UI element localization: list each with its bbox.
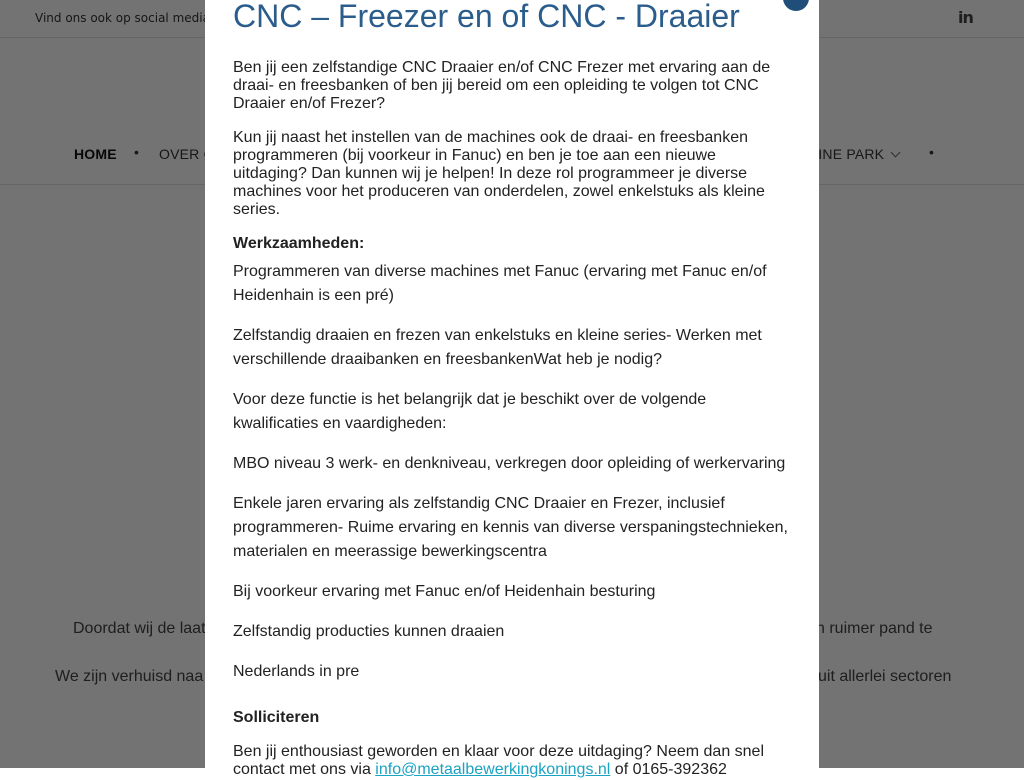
requirements-intro: Voor deze functie is het belangrijk dat je beschikt over de volgende kwalificaties en vaardigheden: <box>233 391 707 432</box>
apply-paragraph <box>233 743 793 779</box>
task-paragraph: Zelfstandig draaien en frezen van enkelstuks en kleine series- Werken met verschillende draaibanken en freesbankenWat heb je nodig? <box>233 327 762 368</box>
task-paragraph: Programmeren van diverse machines met Fanuc (ervaring met Fanuc en/of Heidenhain is een pré) <box>233 263 767 304</box>
role-paragraph: Kun jij naast het instellen van de machines ook de draai- en freesbanken programmeren (bij voorkeur in Fanuc) en ben je toe aan een nieuwe uitdaging? Dan kunnen wij je helpen! In deze rol programmeer je diverse machines voor het produceren van onderdelen, zowel enkelstuks als kleine series. <box>233 129 765 218</box>
close-button[interactable] <box>783 0 809 11</box>
intro-paragraph: Ben jij een zelfstandige CNC Draaier en/of CNC Frezer met ervaring aan de draai- en freesbanken of ben jij bereid om een opleiding te volgen tot CNC Draaier en/of Frezer? <box>233 59 771 112</box>
section-heading-werkzaamheden: Werkzaamheden: <box>233 235 365 252</box>
requirement-item: Nederlands in pre <box>233 663 360 680</box>
requirement-item: MBO niveau 3 werk- en denkniveau, verkregen door opleiding of werkervaring <box>233 455 786 472</box>
apply-text: Ben jij enthousiast geworden en klaar voor deze uitdaging? Neem dan snel contact met ons via <box>233 743 765 778</box>
requirement-item: Zelfstandig producties kunnen draaien <box>233 623 505 640</box>
phone-text: of 0165-392362 <box>610 761 727 778</box>
section-heading-solliciteren: Solliciteren <box>233 709 320 726</box>
email-link[interactable]: info@metaalbewerkingkonings.nl <box>375 761 611 778</box>
modal-title: CNC – Freezer en of CNC - Draaier <box>233 0 740 34</box>
job-vacancy-modal <box>205 0 819 780</box>
requirement-item: Bij voorkeur ervaring met Fanuc en/of Heidenhain besturing <box>233 583 656 600</box>
requirement-item: Enkele jaren ervaring als zelfstandig CNC Draaier en Frezer, inclusief programmeren- Ruime ervaring en kennis van diverse verspaningstechnieken, materialen en meerassige bewerkingscentra <box>233 495 788 560</box>
